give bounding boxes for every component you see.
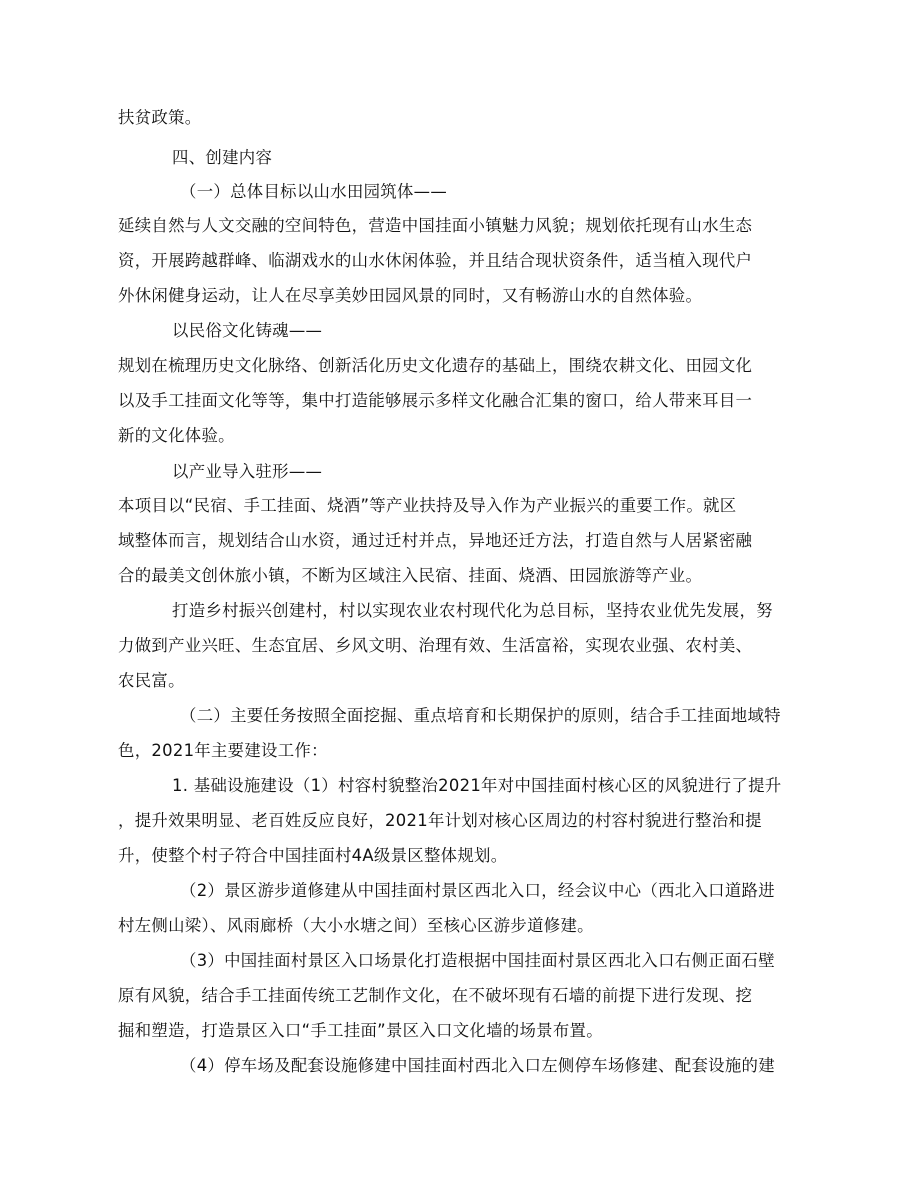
text-line: （4）停车场及配套设施修建中国挂面村西北入口左侧停车场修建、配套设施的建 (180, 1056, 775, 1075)
text-line: ，提升效果明显、老百姓反应良好，2021年计划对核心区周边的村容村貌进行整治和提 (118, 811, 762, 830)
text-line: 域整体而言，规划结合山水资，通过迁村并点，异地还迁方法，打造自然与人居紧密融 (118, 531, 753, 550)
text-line: 升，使整个村子符合中国挂面村4A级景区整体规划。 (118, 846, 508, 865)
subsection-heading: （一）总体目标以山水田园筑体—— (180, 182, 448, 201)
text-line: 1. 基础设施建设（1）村容村貌整治2021年对中国挂面村核心区的风貌进行了提升 (172, 776, 782, 795)
text-line: 合的最美文创休旅小镇，不断为区域注入民宿、挂面、烧酒、田园旅游等产业。 (118, 566, 703, 585)
text-line: 农民富。 (118, 671, 185, 690)
text-line: 扶贫政策。 (118, 108, 202, 127)
text-line: 资，开展跨越群峰、临湖戏水的山水休闲体验，并且结合现状资条件，适当植入现代户 (118, 251, 753, 270)
text-line: 掘和塑造，打造景区入口“手工挂面”景区入口文化墙的场景布置。 (118, 1021, 603, 1040)
text-line: 外休闲健身运动，让人在尽享美妙田园风景的同时，又有畅游山水的自然体验。 (118, 286, 703, 305)
text-line: 村左侧山梁）、风雨廊桥（大小水塘之间）至核心区游步道修建。 (118, 916, 594, 935)
text-line: 新的文化体验。 (118, 426, 235, 445)
text-line: 力做到产业兴旺、生态宜居、乡风文明、治理有效、生活富裕，实现农业强、农村美、 (118, 636, 753, 655)
text-line: 本项目以“民宿、手工挂面、烧酒”等产业扶持及导入作为产业振兴的重要工作。就区 (118, 496, 737, 515)
text-line: 原有风貌，结合手工挂面传统工艺制作文化，在不破坏现有石墙的前提下进行发现、挖 (118, 986, 753, 1005)
text-line: （3）中国挂面村景区入口场景化打造根据中国挂面村景区西北入口右侧正面石壁 (180, 951, 775, 970)
text-line: 色，2021年主要建设工作： (118, 741, 328, 760)
text-line: 以及手工挂面文化等等，集中打造能够展示多样文化融合汇集的窗口，给人带来耳目一 (118, 391, 753, 410)
text-line: 规划在梳理历史文化脉络、创新活化历史文化遗存的基础上，围绕农耕文化、田园文化 (118, 356, 753, 375)
subsection-heading: 以民俗文化铸魂—— (172, 321, 323, 340)
subsection-heading: （二）主要任务按照全面挖掘、重点培育和长期保护的原则，结合手工挂面地域特 (180, 706, 781, 725)
text-line: （2）景区游步道修建从中国挂面村景区西北入口，经会议中心（西北入口道路进 (180, 881, 775, 900)
text-line: 延续自然与人文交融的空间特色，营造中国挂面小镇魅力风貌；规划依托现有山水生态 (118, 216, 753, 235)
text-line: 打造乡村振兴创建村，村以实现农业农村现代化为总目标，坚持农业优先发展，努 (172, 601, 773, 620)
subsection-heading: 以产业导入驻形—— (172, 462, 323, 481)
section-heading: 四、创建内容 (172, 148, 273, 167)
